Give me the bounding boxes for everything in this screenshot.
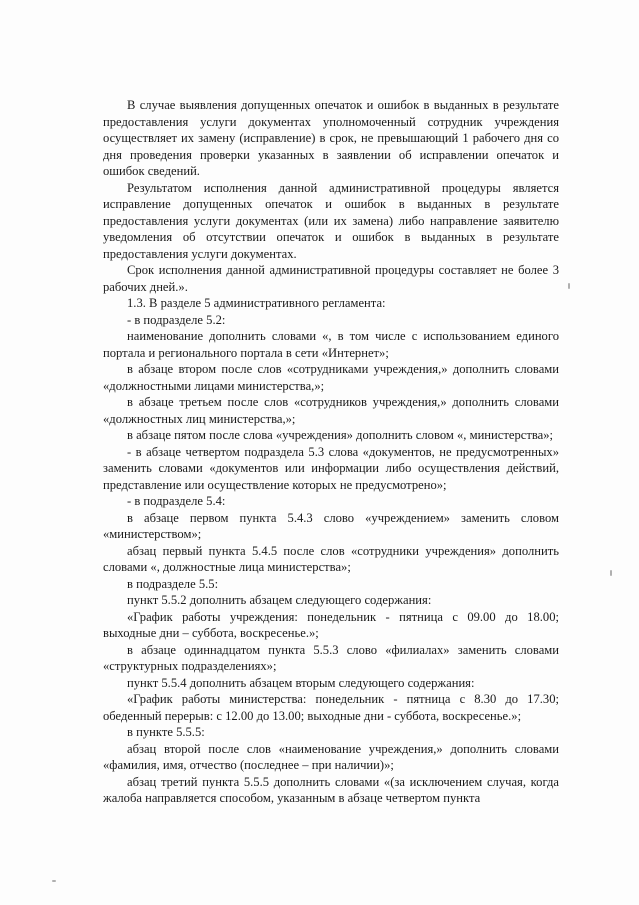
- paragraph-schedule-1: «График работы учреждения: понедельник - пятница с 09.00 до 18.00; выходные дни – суббота, воскресенье.»;: [103, 609, 559, 640]
- paragraph-result: Результатом исполнения данной административной процедуры является исправление допущенных опечаток и ошибок в выданных в результате предоставления услуги документах (или их замена) либо направление заявителю уведомления об отсутствии опечаток и ошибок в выданных в результате предоставления услуги документах.: [103, 180, 559, 261]
- scan-speck: [568, 283, 570, 289]
- paragraph-deadline: Срок исполнения данной административной процедуры составляет не более 3 рабочих дней.».: [103, 263, 559, 294]
- paragraph-5-5-2: пункт 5.5.2 дополнить абзацем следующего содержания:: [127, 593, 432, 607]
- subsection-5-5-5: в пункте 5.5.5:: [127, 725, 205, 739]
- paragraph-name-addition: наименование дополнить словами «, в том числе с использованием единого портала и регионального портала в сети «Интернет»;: [103, 329, 559, 360]
- paragraph-abzac-4-5-3: - в абзаце четвертом подраздела 5.3 слова «документов, не предусмотренных» заменить словами «документов или информации либо осуществления действий, представление или осуществление которых не предусмотрено»;: [103, 444, 559, 492]
- paragraph-5-4-5: абзац первый пункта 5.4.5 после слов «сотрудники учреждения» дополнить словами «, должностные лица министерства»;: [103, 543, 559, 574]
- paragraph-5-5-5-abzac-2: абзац второй после слов «наименование учреждения,» дополнить словами «фамилия, имя, отчество (последнее – при наличии)»;: [103, 741, 559, 772]
- paragraph-abzac-3: в абзаце третьем после слов «сотрудников учреждения,» дополнить словами «должностных лиц министерства,»;: [103, 395, 559, 426]
- document-text: [103, 97, 559, 807]
- paragraph-5-4-3: в абзаце первом пункта 5.4.3 слово «учреждением» заменить словом «министерством»;: [103, 510, 559, 541]
- paragraph-5-5-4: пункт 5.5.4 дополнить абзацем вторым следующего содержания:: [127, 675, 475, 690]
- subsection-5-5: в подразделе 5.5:: [127, 576, 219, 591]
- scan-speck: [52, 880, 56, 882]
- subsection-5-2: - в подразделе 5.2:: [127, 312, 226, 327]
- paragraph-5-5-3: в абзаце одиннадцатом пункта 5.5.3 слово «филиалах» заменить словами «структурных подразделениях»;: [103, 642, 559, 673]
- paragraph-abzac-2: в абзаце втором после слов «сотрудниками учреждения,» дополнить словами «должностными лицами министерства,»;: [103, 362, 559, 393]
- section-heading: 1.3. В разделе 5 административного регламента:: [127, 296, 386, 310]
- scan-speck: [610, 570, 612, 576]
- paragraph-abzac-5: в абзаце пятом после слова «учреждения» дополнить словом «, министерства»;: [127, 428, 554, 442]
- subsection-5-4: - в подразделе 5.4:: [127, 494, 226, 508]
- paragraph-schedule-2: «График работы министерства: понедельник - пятница с 8.30 до 17.30; обеденный перерыв: с 12.00 до 13.00; выходные дни - суббота, воскресенье.»;: [103, 692, 559, 723]
- paragraph-5-5-5-abzac-3: абзац третий пункта 5.5.5 дополнить словами «(за исключением случая, когда жалоба направляется способом, указанным в абзаце четвертом пункта: [103, 774, 559, 805]
- paragraph-typo-correction: В случае выявления допущенных опечаток и ошибок в выданных в результате предоставления услуги документах уполномоченный сотрудник учреждения осуществляет их замену (исправление) в срок, не превышающий 1 рабочего дня со дня проведения проверки указанных в заявлении об исправлении опечаток и ошибок сведений.: [103, 98, 559, 178]
